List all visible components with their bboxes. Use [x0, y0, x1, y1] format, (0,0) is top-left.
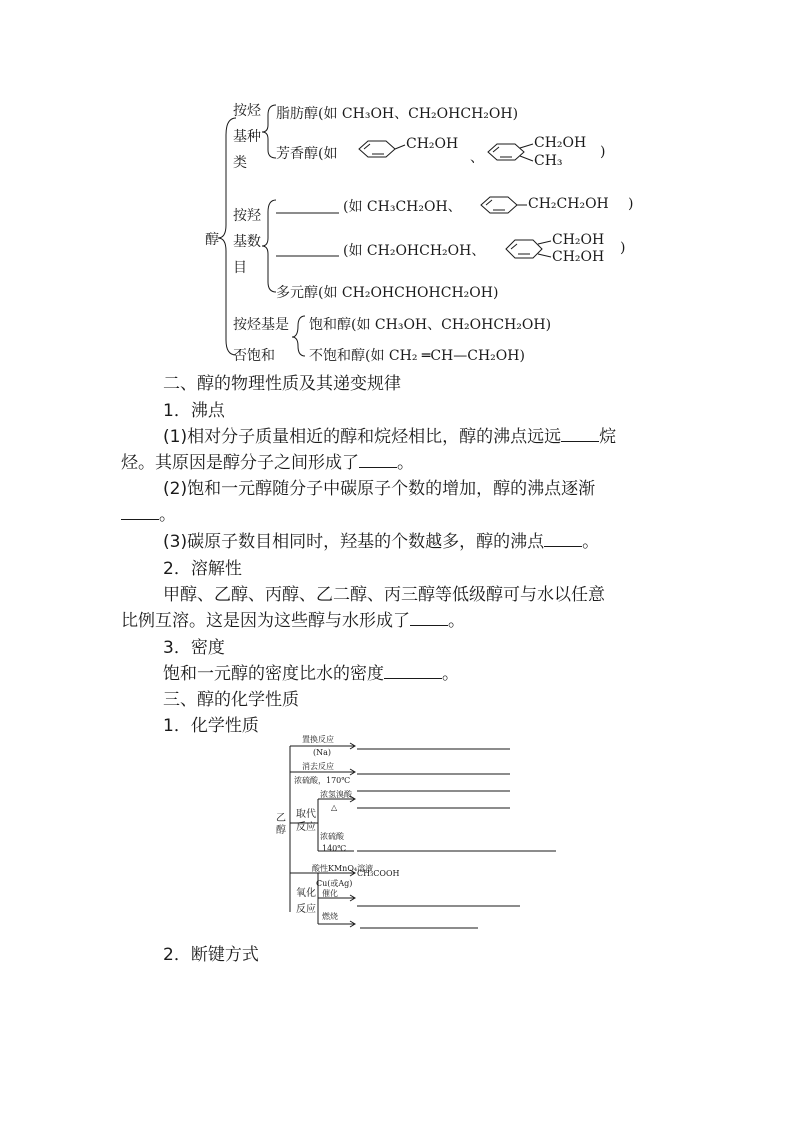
close-paren: ): [628, 196, 634, 212]
reagent-label: 浓硫酸: [320, 832, 344, 841]
reagent-label: 浓氢溴酸: [320, 790, 352, 799]
product-label: CH₃COOH: [357, 869, 400, 878]
reaction-label: 消去反应: [302, 762, 334, 771]
close-paren: ): [620, 240, 626, 256]
aromatic-substituent: CH₂OH: [406, 136, 459, 152]
category-hydrocarbon-label: 按烃 基种 类: [233, 103, 261, 171]
paragraph: (2)饱和一元醇随分子中碳原子个数的增加，醇的沸点逐渐: [163, 479, 596, 499]
reagent-label: 酸性KMnO₄溶液: [312, 864, 374, 873]
root-label: 醇: [205, 232, 219, 248]
answer-blank: [561, 440, 599, 442]
paragraph: (1)相对分子质量相近的醇和烷烃相比，醇的沸点远远 烷: [163, 427, 617, 447]
subsection-title: 2．断键方式: [163, 945, 259, 965]
saturated-alcohol: 饱和醇(如 CH₃OH、CH₂OHCH₂OH): [309, 317, 552, 333]
condition-label: 催化: [322, 889, 338, 898]
aromatic-substituent: CH₂OH: [534, 135, 587, 151]
reagent-label: (Na): [313, 748, 332, 757]
close-paren: ): [600, 144, 606, 160]
category-saturation-label: 否饱和: [233, 348, 275, 364]
brace-hydrocarbon: [262, 105, 276, 158]
subsection-title: 3．密度: [163, 638, 225, 658]
subsection-title: 1．沸点: [163, 401, 225, 421]
unsaturated-alcohol: 不饱和醇(如 CH₂ ═CH—CH₂OH): [309, 348, 525, 364]
heat-symbol: △: [331, 803, 338, 812]
condition-label: 140℃: [322, 844, 347, 853]
aromatic-substituent: CH₂OH: [552, 249, 605, 265]
reagent-label: Cu(或Ag): [316, 879, 353, 888]
oxidation-label: 氧化 反应: [296, 888, 316, 915]
ethanol-label: 乙 醇: [276, 813, 286, 836]
aliphatic-alcohol: 脂肪醇(如 CH₃OH、CH₂OHCH₂OH): [276, 106, 519, 122]
brace-saturation: [292, 316, 305, 356]
aromatic-alcohol-prefix: 芳香醇(如: [276, 146, 338, 162]
answer-blank: [121, 518, 159, 520]
answer-blank: [359, 466, 397, 468]
dihydric-example: (如 CH₂OHCH₂OH、: [343, 243, 486, 259]
paragraph: 甲醇、乙醇、丙醇、乙二醇、丙三醇等低级醇可与水以任意: [163, 585, 605, 605]
reaction-label: 置换反应: [302, 735, 334, 744]
category-saturation-label: 按烃基是: [233, 317, 289, 333]
paragraph: 比例互溶。这是因为这些醇与水形成了 。: [121, 611, 465, 631]
answer-blank: [544, 545, 582, 547]
substitution-label: 取代 反应: [296, 809, 316, 833]
aromatic-substituent: CH₃: [534, 153, 563, 169]
section-title: 二、醇的物理性质及其递变规律: [163, 374, 401, 394]
paragraph: 饱和一元醇的密度比水的密度 。: [163, 664, 459, 684]
paragraph: (3)碳原子数目相同时，羟基的个数越多，醇的沸点 。: [163, 532, 600, 552]
monohydric-example: (如 CH₃CH₂OH、: [343, 199, 462, 215]
paragraph: 烃。其原因是醇分子之间形成了 。: [121, 453, 414, 473]
section-title: 三、醇的化学性质: [163, 690, 299, 710]
polyhydric-alcohol: 多元醇(如 CH₂OHCHOHCH₂OH): [276, 285, 499, 301]
separator: 、: [470, 150, 484, 166]
aromatic-substituent: CH₂OH: [552, 232, 605, 248]
category-hydroxyl-label: 按羟 基数 目: [233, 208, 261, 276]
answer-blank: [410, 624, 448, 626]
subsection-title: 2．溶解性: [163, 559, 242, 579]
subsection-title: 1．化学性质: [163, 716, 259, 736]
paragraph: 。: [121, 500, 176, 525]
aromatic-substituent: CH₂CH₂OH: [528, 196, 609, 212]
condition-label: 浓硫酸，170℃: [294, 776, 351, 785]
brace-hydroxyl: [262, 200, 276, 292]
answer-blank: [384, 677, 442, 679]
reaction-label: 燃烧: [322, 912, 338, 921]
